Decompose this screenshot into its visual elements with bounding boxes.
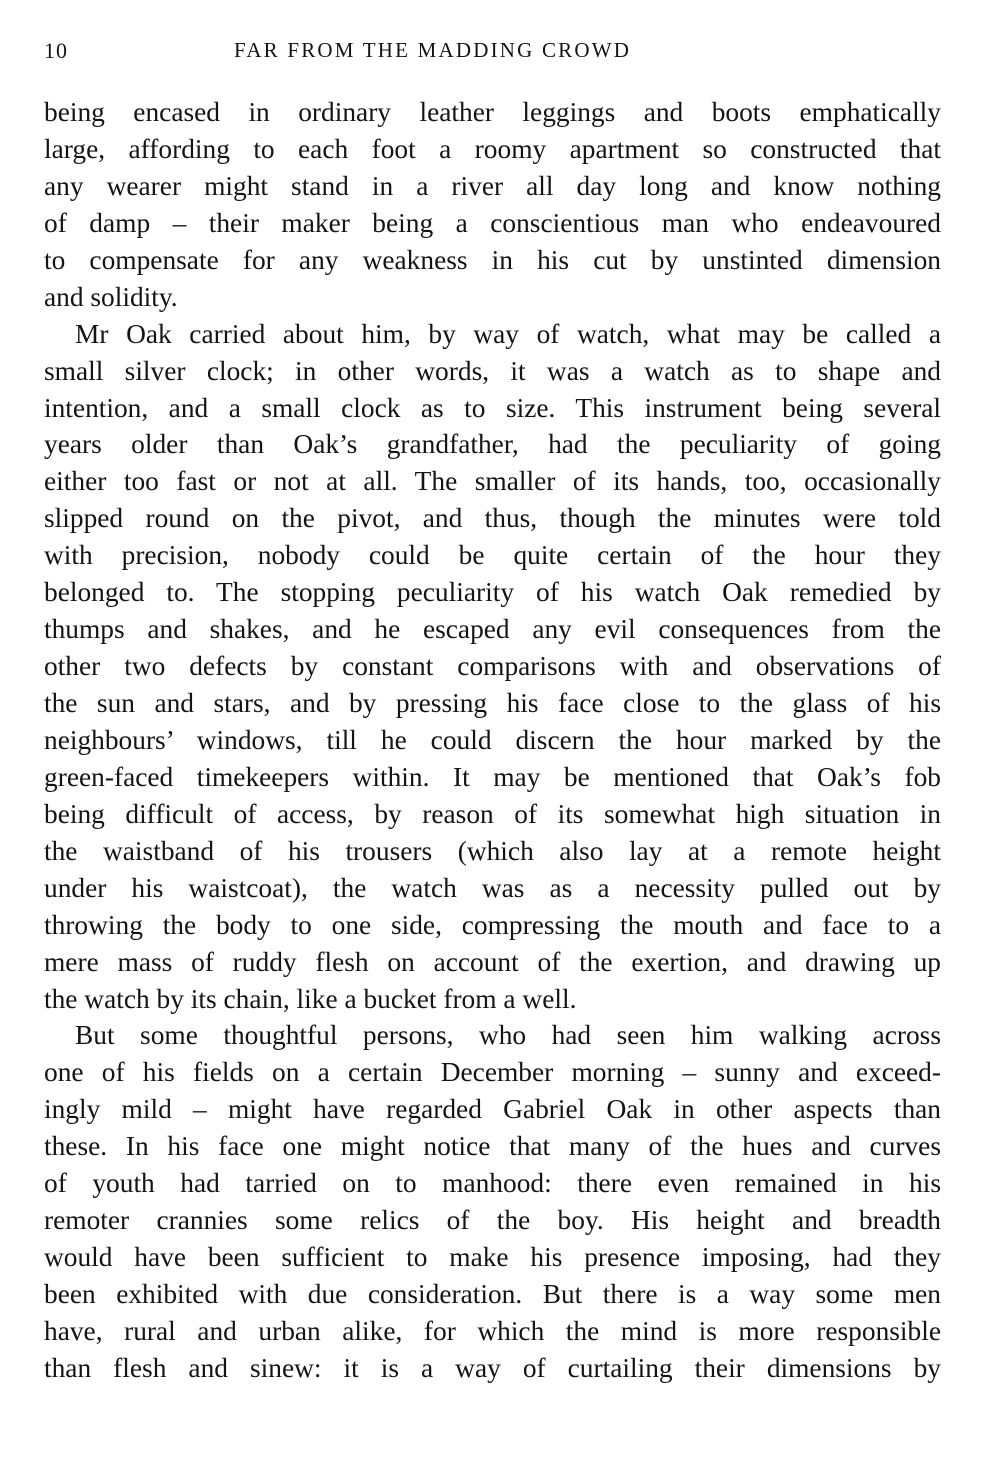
text-line: either too fast or not at all. The smaller of its hands, too, occasionally bbox=[44, 466, 941, 497]
text-line: under his waistcoat), the watch was as a necessity pulled out by bbox=[44, 872, 941, 903]
paragraph-first-line: But some thoughtful persons, who had seen him walking across bbox=[75, 1020, 941, 1051]
text-line: thumps and shakes, and he escaped any evil consequences from the bbox=[44, 614, 941, 645]
running-header bbox=[44, 38, 944, 70]
text-line: these. In his face one might notice that many of the hues and curves bbox=[44, 1131, 941, 1162]
text-line: neighbours’ windows, till he could discern the hour marked by the bbox=[44, 724, 941, 755]
text-line: mere mass of ruddy flesh on account of the exertion, and drawing up bbox=[44, 946, 941, 977]
paragraph-first-line: Mr Oak carried about him, by way of watch, what may be called a bbox=[75, 318, 941, 349]
text-line: than flesh and sinew: it is a way of curtailing their dimensions by bbox=[44, 1352, 941, 1383]
text-line: the waistband of his trousers (which also lay at a remote height bbox=[44, 835, 941, 866]
text-line: large, affording to each foot a roomy apartment so constructed that bbox=[44, 133, 941, 164]
text-line: remoter crannies some relics of the boy. His height and breadth bbox=[44, 1205, 941, 1236]
text-line: any wearer might stand in a river all day long and know nothing bbox=[44, 170, 941, 201]
text-line: slipped round on the pivot, and thus, though the minutes were told bbox=[44, 503, 941, 534]
page-number: 10 bbox=[44, 38, 68, 63]
text-line: been exhibited with due consideration. But there is a way some men bbox=[44, 1279, 941, 1309]
text-line: to compensate for any weakness in his cut by unstinted dimension bbox=[44, 244, 941, 275]
text-line: one of his fields on a certain December morning – sunny and exceed- bbox=[44, 1057, 941, 1088]
text-line: the sun and stars, and by pressing his face close to the glass of his bbox=[44, 688, 941, 718]
text-line: throwing the body to one side, compressing the mouth and face to a bbox=[44, 909, 941, 940]
body-text bbox=[44, 94, 941, 1387]
text-line: being encased in ordinary leather leggings and boots emphatically bbox=[44, 97, 941, 127]
text-line: of youth had tarried on to manhood: there even remained in his bbox=[44, 1168, 941, 1199]
text-line: with precision, nobody could be quite certain of the hour they bbox=[44, 540, 941, 571]
text-line: belonged to. The stopping peculiarity of his watch Oak remedied by bbox=[44, 577, 941, 608]
text-line: green-faced timekeepers within. It may be mentioned that Oak’s fob bbox=[44, 761, 941, 792]
text-line: small silver clock; in other words, it was a watch as to shape and bbox=[44, 355, 941, 386]
text-line: the watch by its chain, like a bucket from a well. bbox=[44, 983, 577, 1014]
text-line: ingly mild – might have regarded Gabriel Oak in other aspects than bbox=[44, 1094, 941, 1125]
text-line: other two defects by constant comparisons with and observations of bbox=[44, 651, 941, 682]
text-line: would have been sufficient to make his presence imposing, had they bbox=[44, 1242, 941, 1273]
text-line: intention, and a small clock as to size. This instrument being several bbox=[44, 392, 941, 423]
text-line: years older than Oak’s grandfather, had the peculiarity of going bbox=[44, 429, 941, 460]
text-line: and solidity. bbox=[44, 281, 178, 312]
text-line: have, rural and urban alike, for which the mind is more responsible bbox=[44, 1315, 941, 1346]
text-line: being difficult of access, by reason of its somewhat high situation in bbox=[44, 798, 941, 829]
text-line: of damp – their maker being a conscientious man who endeavoured bbox=[44, 207, 941, 238]
book-title: FAR FROM THE MADDING CROWD bbox=[234, 38, 632, 62]
